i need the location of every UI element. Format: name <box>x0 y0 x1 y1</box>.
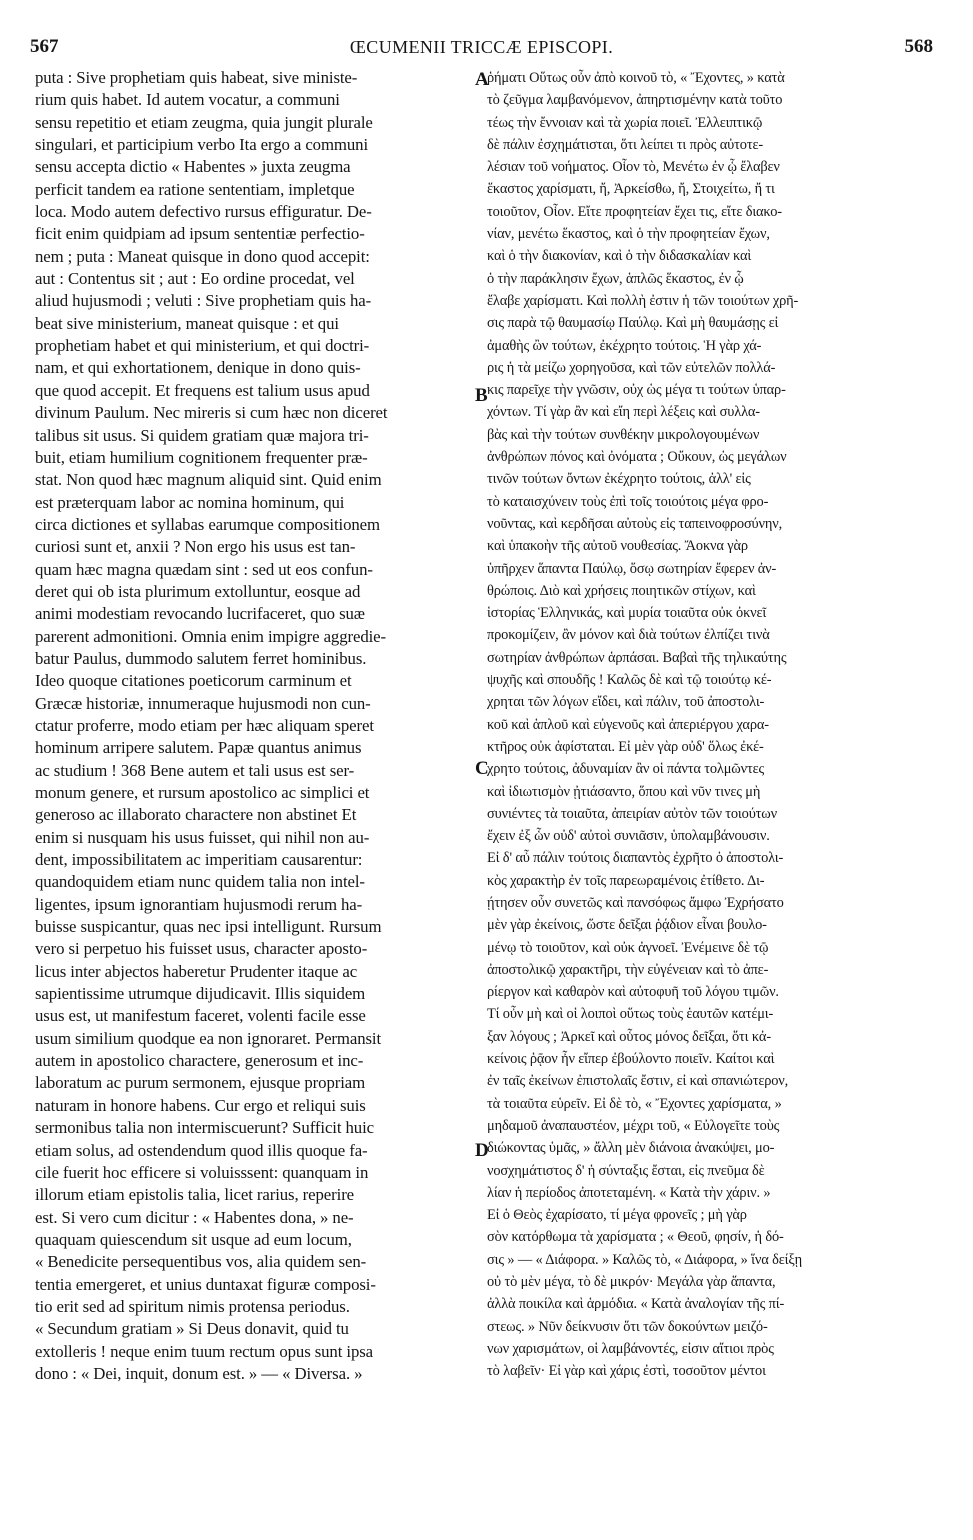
greek-text-line: ἀποστολικῷ χαρακτῆρι, τὴν εὐγένειαν καὶ τὸ ἀπε- <box>487 961 769 978</box>
latin-text-line: licus inter abjectos haberetur Prudenter itaque ac <box>35 961 358 981</box>
greek-text-line: σις » — « Διάφορα. » Καλῶς τὸ, « Διάφορα, » ἵνα δείξῃ <box>487 1251 802 1268</box>
latin-text-line: perficit tandem ea ratione sententiam, impletque <box>35 179 355 199</box>
latin-text-line: « Secundum gratiam » Si Deus donavit, quid tu <box>35 1319 349 1339</box>
latin-text-line: divinum Paulum. Nec mireris si cum hæc non diceret <box>35 403 388 423</box>
greek-text-line: μηδαμοῦ ἀναπαυστέον, μέχρι τοῦ, « Εὐλογεῖτε τοὺς <box>487 1117 780 1134</box>
latin-text-line: buisse suspicantur, quas nec ipsi intelligunt. Rursum <box>35 917 382 937</box>
latin-text-line: vero si perpetuo his fuisset usus, character aposto- <box>35 939 368 959</box>
latin-text-line: extolleris ! neque enim tuum rectum opus sunt ipsa <box>35 1341 374 1361</box>
latin-text-line: ficit enim quidpiam ad ipsum sententiæ perfectio- <box>35 224 365 244</box>
running-head <box>30 36 933 62</box>
greek-text-line: μένῳ τὸ τοιοῦτον, καὶ οὐκ ἀγνοεῖ. Ἐνέμεινε δὲ τῷ <box>487 939 769 956</box>
greek-text-line: θρώποις. Διὸ καὶ χρήσεις ποιητικῶν στίχων, καὶ <box>487 582 756 599</box>
latin-text-line: Ideo quoque citationes poeticorum carminum et <box>35 671 352 691</box>
greek-text-line: ἕκαστος χαρίσματι, ἤ, Ἀρκείσθω, ἤ, Στοιχείτω, ἤ τι <box>487 181 775 198</box>
greek-text-line: νίαν, μενέτω ἕκαστος, καὶ ὁ τὴν προφητείαν ἔχων, <box>487 226 770 243</box>
greek-text-line: ἔλαβε χαρίσματι. Καὶ πολλὴ ἐστιν ἡ τῶν τοιούτων χρῆ- <box>487 292 799 309</box>
latin-text-line: parerent admonitioni. Omnia enim impigre aggredie- <box>35 626 387 646</box>
greek-text-line: σὸν κατόρθωμα τὰ χαρίσματα ; « Θεοῦ, φησίν, ἡ δό- <box>487 1229 784 1246</box>
latin-text-line: ligentes, ipsum ignorantiam hujusmodi rerum ha- <box>35 894 363 914</box>
latin-text-line: prophetiam habet et qui ministerium, et qui doctri- <box>35 336 370 356</box>
greek-text-line: Τί οὖν μὴ καὶ οἱ λοιποὶ οὕτως τοὺς ἑαυτῶν κατέμι- <box>487 1006 774 1023</box>
greek-text-line: τὸ λαβεῖν· Εἰ γὰρ καὶ χάρις ἐστὶ, τοσοῦτον μέντοι <box>487 1363 766 1380</box>
greek-text-line: κείνοις ῥᾷον ἦν εἴπερ ἐβούλοντο ποιεῖν. Καίτοι καὶ <box>487 1051 775 1068</box>
greek-text-line: τινῶν τούτων ὄντων ἐκέχρητο τούτοις, ἀλλ' εἰς <box>487 471 751 488</box>
latin-text-line: nam, et qui exhortationem, denique in dono quis- <box>35 358 361 378</box>
running-title: ŒCUMENII TRICCÆ EPISCOPI. <box>349 37 614 57</box>
latin-text-line: batur Paulus, dummodo salutem ferret hominibus. <box>35 648 367 668</box>
latin-text-line: Græcæ historiæ, innumeraque hujusmodi non cun- <box>35 693 371 713</box>
latin-text-line: usus est, ut manifestum faceret, volenti facile esse <box>35 1006 366 1026</box>
greek-text-line: ξαν λόγους ; Ἀρκεῖ καὶ οὗτος μόνος δεῖξαι, ὅτι κἀ- <box>487 1028 771 1045</box>
latin-text-line: illorum etiam epistolis talia, licet rarius, reperire <box>35 1185 355 1205</box>
greek-text-line: ῄτησεν οὖν συνετῶς καὶ πανσόφως ἄμφω Ἐχρήσατο <box>487 894 784 911</box>
greek-text-line: καὶ ὑπακοὴν τῆς αὐτοῦ νουθεσίας. Ἄοκνα γὰρ <box>487 538 748 555</box>
latin-text-line: aut : Contentus sit ; aut : Eo ordine procedat, vel <box>35 269 355 289</box>
greek-text-line: Εἰ ὁ Θεὸς ἐχαρίσατο, τί μέγα φρονεῖς ; μὴ γὰρ <box>487 1207 747 1224</box>
latin-text-line: rium quis habet. Id autem vocatur, a communi <box>35 90 340 110</box>
greek-text-line: ρις ἡ τὰ μείζω χορηγοῦσα, καὶ τῶν εὐτελῶν πολλά- <box>487 359 776 376</box>
latin-text-line: tentia emergeret, et unius duntaxat figuræ composi- <box>35 1274 376 1294</box>
page-number-right: 568 <box>904 36 933 57</box>
greek-text-line: διώκοντας ὑμᾶς, » ἄλλη μὲν διάνοια ἀνακύψει, μο- <box>487 1140 775 1157</box>
latin-text-line: deret qui ob ista plurimum extolluntur, eosque ad <box>35 581 361 601</box>
greek-text-line: ἐν ταῖς ἐκείνων ἐπιστολαῖς ἔστιν, εἰ καὶ σπανιώτερον, <box>487 1073 789 1090</box>
latin-text-line: monum genere, et rursum apostolico ac simplici et <box>35 783 370 802</box>
latin-text-line: naturam in honore habens. Cur ergo et reliqui suis <box>35 1095 366 1115</box>
latin-text-line: sermonibus talia non intermiscuerunt? Sufficit huic <box>35 1118 374 1138</box>
latin-text-line: buit, etiam humilium cognitionem frequenter præ- <box>35 447 368 467</box>
greek-text-line: σις παρὰ τῷ θαυμασίῳ Παύλῳ. Καὶ μὴ θαυμάσῃς εἰ <box>487 315 779 332</box>
latin-text-line: tio erit sed ad spiritum nimis protensa periodus. <box>35 1296 350 1316</box>
latin-text-line: usum similium quodque ea non ignoraret. Permansit <box>35 1028 382 1048</box>
latin-text-line: singulari, et participium verbo Ita ergo a communi <box>35 135 369 155</box>
latin-text-line: curiosi sunt et, anxii ? Non ergo his usus est tan- <box>35 537 356 557</box>
latin-text-line: sensu repetitio et etiam zeugma, quia jungit plurale <box>35 112 373 132</box>
margin-marker-c: C <box>475 758 489 779</box>
latin-text-line: « Benedicite persequentibus vos, alia quidem sen- <box>35 1252 367 1272</box>
greek-text-line: τὸ ζεῦγμα λαμβανόμενον, ἀπηρτισμένην κατὰ τοῦτο <box>487 92 783 109</box>
margin-marker-a: A <box>475 69 489 90</box>
greek-text-line: καὶ ὁ τὴν διακονίαν, καὶ ὁ τὴν διδασκαλίαν καὶ <box>487 248 752 265</box>
latin-text-line: etiam solus, ad ostendendum quod illis quoque fa- <box>35 1140 368 1160</box>
greek-text-line: λίαν ἡ περίοδος ἀποτεταμένη. « Κατὰ τὴν χάριν. » <box>487 1184 771 1201</box>
latin-text-line: puta : Sive prophetiam quis habeat, sive ministe- <box>35 68 358 87</box>
greek-text-line: νων χαρισμάτων, οἱ λαμβάνοντές, εἰσιν αἴτιοι πρὸς <box>487 1340 774 1357</box>
greek-column <box>487 67 933 1383</box>
greek-text-line: ρίεργον καὶ καθαρὸν καὶ αὐτοφυῆ τοῦ λόγου τιμῶν. <box>487 984 779 1001</box>
latin-column <box>35 67 475 1385</box>
latin-text-line: sensu accepta dictio « Habentes » juxta zeugma <box>35 157 351 177</box>
greek-text-line: ὁ τὴν παράκλησιν ἔχων, ἁπλῶς ἕκαστος, ἐν ᾧ <box>487 270 744 287</box>
latin-text-line: quam hæc magna quædam sint : sed ut eos confun- <box>35 559 373 579</box>
greek-text-line: ῥήματι Οὕτως οὖν ἀπὸ κοινοῦ τὸ, « Ἔχοντες, » κατὰ <box>487 70 785 86</box>
latin-text-line: quaquam quiescendum sit usque ad eum locum, <box>35 1229 352 1249</box>
latin-text-line: enim si nusquam his usus fuisset, qui nihil non au- <box>35 827 370 847</box>
greek-text-line: χόντων. Τί γὰρ ἂν καὶ εἴη περὶ λέξεις καὶ συλλα- <box>487 404 760 421</box>
greek-text-line: σωτηρίαν ἀνθρώπων ἁρπάσαι. Βαβαὶ τῆς τηλικαύτης <box>487 649 787 666</box>
greek-text-line: βὰς καὶ τὴν τούτων συνθέκην μικρολογουμένων <box>487 426 760 443</box>
greek-text-line: συνιέντες τὰ τοιαῦτα, ἀπειρίαν αὐτὸν τῶν τοιούτων <box>487 805 777 822</box>
greek-text-line: νοσχημάτιστος δ' ἡ σύνταξις ἔσται, εἰς πνεῦμα δὲ <box>487 1162 765 1179</box>
greek-text-line: τὰ τοιαῦτα εὑρεῖν. Εἰ δὲ τὸ, « Ἔχοντες χαρίσματα, » <box>487 1095 782 1112</box>
greek-text-line: δὲ πάλιν ἐσχημάτισται, ὅτι λείπει τι πρὸς αὐτοτε- <box>487 136 763 153</box>
latin-text-line: autem in apostolico charactere, generosum et inc- <box>35 1051 364 1071</box>
greek-text-line: στεως. » Νῦν δείκνυσιν ὅτι τῶν δοκούντων μειζό- <box>487 1318 768 1335</box>
greek-text-line: χρηται τῶν λόγων εἴδει, καὶ πάλιν, τοῦ ἀποστολι- <box>487 694 765 711</box>
greek-text-line: ἔχειν ἐξ ὧν οὐδ' αὐτοὶ συνιᾶσιν, ὑπολαμβάνουσιν. <box>487 828 770 845</box>
margin-marker-b: B <box>475 385 488 406</box>
greek-text-line: κτῆρος οὐκ ἀφίσταται. Εἰ μὲν γὰρ οὐδ' ὅλως ἐκέ- <box>487 738 764 755</box>
greek-text-line: κὸς χαρακτὴρ ἐν τοῖς παρεωραμένοις ἐτίθετο. Δι- <box>487 872 765 889</box>
margin-marker-d: D <box>475 1140 489 1161</box>
greek-text-line: χρητο τούτοις, ἀδυναμίαν ἂν οἱ πάντα τολμῶντες <box>487 761 765 778</box>
greek-text-line: τοιοῦτον, Οἷον. Εἴτε προφητείαν ἔχει τις, εἴτε διακο- <box>487 203 782 220</box>
greek-text-line: νοῦντας, καὶ κερδῆσαι αὐτοὺς εἰς ταπεινοφροσύνην, <box>487 515 783 532</box>
greek-text-line: ἀλλὰ ποικίλα καὶ ἁρμόδια. « Κατὰ ἀναλογίαν τῆς πί- <box>487 1296 785 1313</box>
greek-text-line: οὐ τὸ μὲν μέγα, τὸ δὲ μικρόν· Μεγάλα γὰρ ἅπαντα, <box>487 1274 776 1291</box>
greek-text-line: μὲν γὰρ ἐκείνοις, ὥστε δεῖξαι ῥᾴδιον εἶναι βουλο- <box>487 917 767 934</box>
greek-text-line: ψυχῆς καὶ σπουδῆς ! Καλῶς δὲ καὶ τῷ τοιούτῳ κέ- <box>487 672 772 689</box>
latin-text-line: laboratum ac purum sermonem, ejusque propriam <box>35 1073 366 1093</box>
latin-text-line: ctatur proferre, modo etiam per hæc aliquam speret <box>35 715 374 735</box>
latin-text-line: aliud hujusmodi ; veluti : Sive prophetiam quis ha- <box>35 291 372 311</box>
greek-text-line: τὸ καταισχύνειν τοὺς ἐπὶ τοῖς τοιούτοις μέγα φρο- <box>487 493 769 510</box>
latin-text-line: dent, impossibilitatem ac imperitiam causarentur: <box>35 850 363 870</box>
latin-text-line: quandoquidem etiam nunc quidem talia non intel- <box>35 872 365 892</box>
greek-text-line: ὑπῆρχεν ἅπαντα Παύλῳ, ὅσῳ σωτηρίαν ἔφερεν ἀν- <box>487 560 777 577</box>
latin-text-line: nem ; puta : Maneat quisque in dono quod accepit: <box>35 246 370 266</box>
latin-text-line: est. Si vero cum dicitur : « Habentes dona, » ne- <box>35 1207 354 1227</box>
latin-text-line: generoso ac illaborato charactere non abstinet Et <box>35 805 357 825</box>
latin-text-line: stat. Non quod hæc magnum aliquid sint. Quid enim <box>35 470 382 490</box>
latin-text-line: ac studium ! 368 Bene autem et tali usus est ser- <box>35 760 355 780</box>
greek-text-line: ἀνθρώπων πόνος καὶ ὀνόματα ; Οὔκουν, ὡς μεγάλων <box>487 449 787 466</box>
greek-text-line: κις παρεῖχε τὴν γνῶσιν, οὐχ ὡς μέγα τι τούτων ὑπαρ- <box>487 382 786 399</box>
greek-text-line: ἱστορίας Ἑλληνικάς, καὶ μυρία τοιαῦτα οὐκ ὀκνεῖ <box>487 605 767 622</box>
latin-text-line: dono : « Dei, inquit, donum est. » — « Diversa. » <box>35 1363 363 1383</box>
latin-text-line: loca. Modo autem defectivo rursus effiguratur. De- <box>35 202 372 222</box>
latin-text-line: talibus sit usus. Si quidem gratiam quæ majora tri- <box>35 425 369 445</box>
greek-text-line: τέως τὴν ἔννοιαν καὶ τὰ χωρία ποιεῖ. Ἐλλειπτικῷ <box>487 114 763 131</box>
latin-text-line: que quod accepit. Et frequens est talium usus apud <box>35 380 370 400</box>
latin-text-line: cile fuerit hoc efficere si voluisssent: quanquam in <box>35 1162 369 1182</box>
greek-text-line: ἀμαθὴς ὢν τούτων, ἐκέχρητο τούτοις. Ἡ γὰρ χά- <box>487 337 762 354</box>
greek-text-line: λέσιαν τοῦ νοήματος. Οἷον τὸ, Μενέτω ἐν ᾧ ἔλαβεν <box>487 159 780 176</box>
latin-text-line: est præterquam labor ac nomina hominum, qui <box>35 492 345 512</box>
latin-text-line: beat sive ministerium, maneat quisque : et qui <box>35 313 339 333</box>
greek-text-line: καὶ ἰδιωτισμὸν ᾐτιάσαντο, ὅπου καὶ νῦν τινες μὴ <box>487 783 761 800</box>
latin-text-line: animi modestiam revocando lucrifaceret, quo suæ <box>35 604 365 624</box>
greek-text-line: κοῦ καὶ ἁπλοῦ καὶ εὐγενοῦς καὶ ἀπεριέργου χαρα- <box>487 716 769 733</box>
greek-text-line: προκομίζειν, ἂν μόνον καὶ διὰ τούτων ἐλπίζει τινὰ <box>487 627 770 644</box>
latin-text-line: circa dictiones et syllabas earumque compositionem <box>35 514 380 534</box>
greek-text-line: Εἰ δ' αὖ πάλιν τούτοις διαπαντὸς ἐχρῆτο ὁ ἀποστολι- <box>487 850 784 867</box>
latin-text-line: hominum arripere salutem. Papæ quantus animus <box>35 738 362 758</box>
page-number-left: 567 <box>30 36 59 57</box>
latin-text-line: sapientissime utrumque dijudicavit. Illis siquidem <box>35 984 366 1004</box>
